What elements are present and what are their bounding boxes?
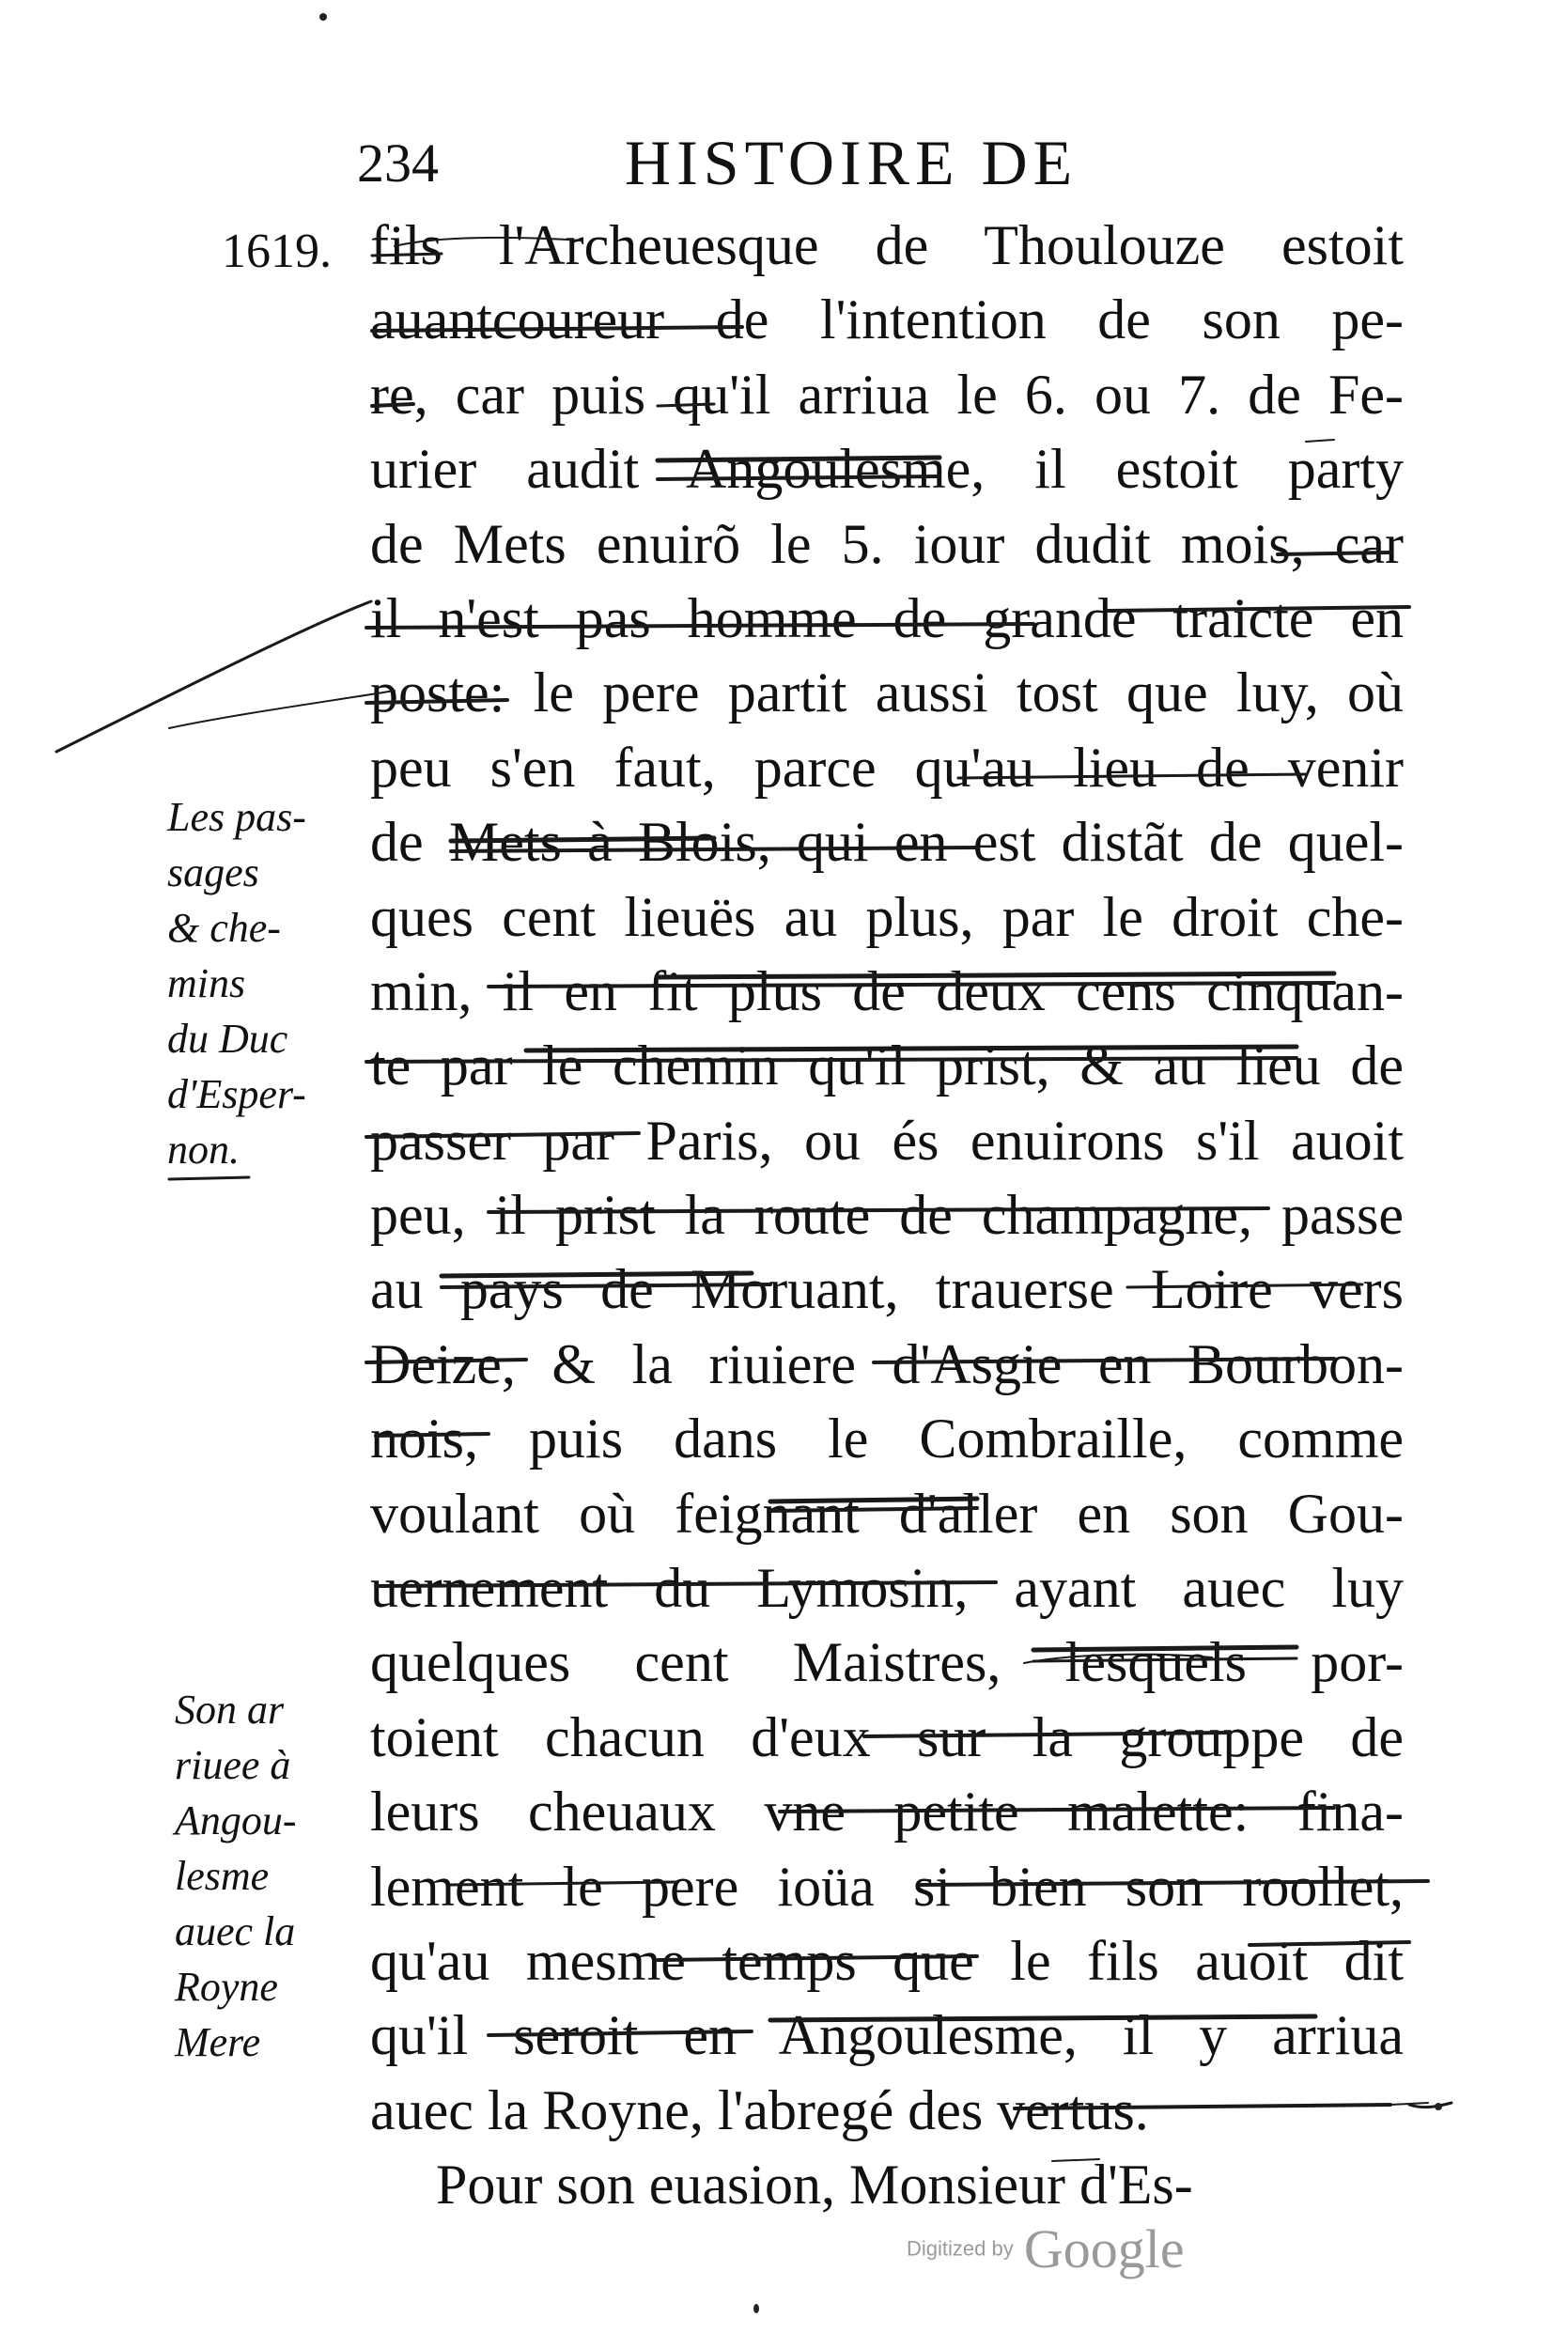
text-line: au pays de Moruant, trauerse Loire vers (370, 1258, 1404, 1321)
margin-note-line: sages (167, 849, 259, 895)
text-line: il n'est pas homme de grande traicte en (370, 586, 1404, 649)
text-line: uernement du Lymosin, ayant auec luy (370, 1557, 1404, 1620)
margin-note-line: Angou- (175, 1797, 297, 1843)
margin-note-line: & che- (167, 905, 281, 951)
text-line: leurs cheuaux vne petite malette: fina- (370, 1781, 1404, 1843)
margin-note-passages (167, 789, 306, 1177)
margin-note-line: auec la (175, 1908, 296, 1954)
text-line: min, il en fit plus de deux cens cinquan- (370, 959, 1404, 1022)
text-line: urier audit Angoulesme, il estoit party (370, 438, 1404, 501)
text-line: peu s'en faut, parce qu'au lieu de venir (370, 736, 1404, 799)
text-line: passer par Paris, ou és enuirons s'il auoit (370, 1109, 1404, 1172)
text-line: de Mets à Blois, qui en est distãt de quel- (370, 811, 1404, 874)
text-line: auec la Royne, l'abregé des vertus. (370, 2078, 1149, 2141)
running-head: HISTOIRE DE (625, 127, 1079, 198)
margin-year: 1619. (222, 225, 332, 278)
text-line: lement le pere ioüa si bien son roollet, (370, 1855, 1404, 1918)
text-line: fils l'Archeuesque de Thoulouze estoit (370, 214, 1404, 276)
text-line: peu, il prist la route de champagne, passe (370, 1184, 1404, 1247)
text-line: ques cent lieuës au plus, par le droit che- (370, 885, 1404, 948)
pen-stroke (169, 691, 395, 728)
google-logo: Google (1023, 2218, 1185, 2279)
margin-note-line: non. (167, 1127, 240, 1173)
text-line: auantcoureur de l'intention de son pe- (370, 288, 1404, 351)
margin-note-arrival (175, 1682, 297, 2070)
text-line: te par le chemin qu'il prist, & au lieu de (370, 1034, 1404, 1097)
margin-note-line: Son ar (175, 1687, 285, 1733)
digitized-by-label: Digitized by (907, 2236, 1014, 2261)
text-line: qu'il seroit en Angoulesme, il y arriua (370, 2004, 1404, 2067)
margin-note-line: d'Esper- (167, 1071, 306, 1117)
text-line: Deize, & la riuiere d'Asgie en Bourbon- (370, 1332, 1404, 1395)
margin-note-line: mins (167, 960, 246, 1006)
text-line: toient chacun d'eux sur la grouppe de (370, 1705, 1404, 1768)
text-line: qu'au mesme temps que le fils auoit dit (370, 1929, 1404, 1992)
text-line: Pour son euasion, Monsieur d'Es- (436, 2154, 1193, 2217)
margin-note-line: riuee à (175, 1742, 291, 1788)
ink-speck (753, 2304, 759, 2313)
margin-note-line: lesme (175, 1853, 270, 1899)
margin-note-line: Les pas- (167, 794, 306, 840)
pen-stroke (1409, 2103, 1452, 2108)
margin-note-line: Mere (175, 2019, 261, 2065)
text-line: de Mets enuirõ le 5. iour dudit mois, car (370, 512, 1404, 575)
text-line: re, car puis qu'il arriua le 6. ou 7. de Fe- (370, 363, 1404, 426)
margin-note-line: Royne (175, 1964, 278, 2010)
pen-stroke (56, 601, 371, 752)
text-line: quelques cent Maistres, lesquels por- (370, 1631, 1404, 1694)
underline-mark (169, 1177, 249, 1179)
text-line: nois, puis dans le Combraille, comme (370, 1408, 1404, 1470)
digitized-watermark (907, 2217, 1185, 2280)
margin-note-line: du Duc (167, 1016, 288, 1062)
page-number: 234 (357, 132, 439, 194)
ink-speck (319, 13, 327, 21)
text-line: poste: le pere partit aussi tost que luy, où (370, 661, 1404, 724)
page-header (357, 127, 1203, 207)
text-line: voulant où feignant d'aller en son Gou- (370, 1482, 1404, 1545)
body-text (370, 209, 1404, 2223)
ink-speck (1435, 2103, 1442, 2110)
